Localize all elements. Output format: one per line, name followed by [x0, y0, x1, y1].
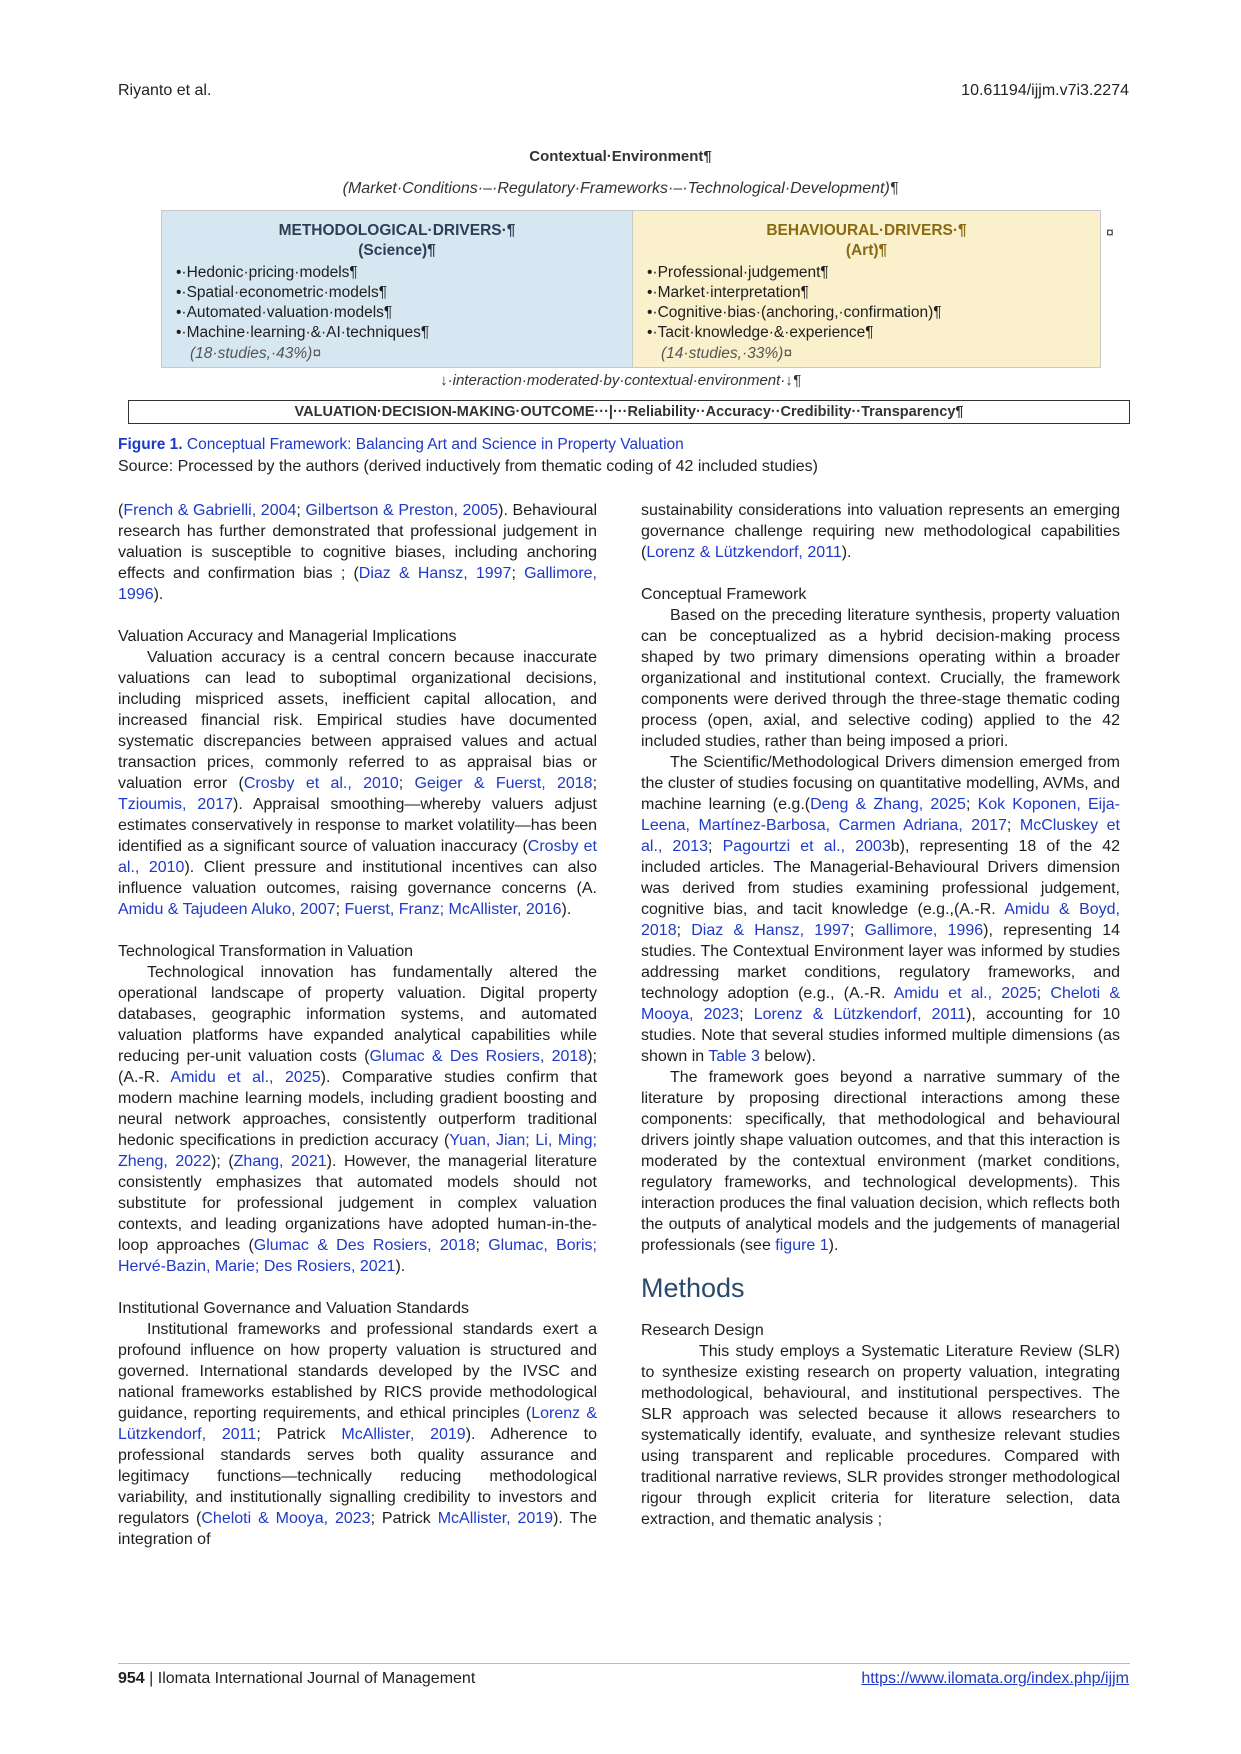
section-heading-methods: Methods [641, 1273, 745, 1303]
text-run: This study employs a Systematic Literature Review (SLR) to synthesize existing research on property valuation, integrating methodological, behavioural, and institutional perspectives. The SLR approach was selected because it allows researchers to systematically identify, evaluate, and synthesize relevant studies using transparent and replicable procedures. Compared with traditional narrative reviews, SLR provides stronger methodological rigour through explicit criteria for literature selection, data extraction, and thematic analysis ; [641, 1343, 1120, 1528]
text-run: ; Patrick [370, 1510, 438, 1527]
list-item: •·Cognitive·bias·(anchoring,·confirmation)¶ [647, 304, 942, 321]
list-item: •·Market·interpretation¶ [647, 284, 809, 301]
paragraph [641, 500, 1120, 563]
paragraph [641, 1067, 1120, 1256]
citation-link[interactable]: McAllister, 2019 [341, 1426, 466, 1443]
list-item: •·Spatial·econometric·models¶ [176, 284, 388, 301]
text-run: ). [153, 586, 164, 603]
citation-link[interactable]: Table 3 [708, 1048, 760, 1065]
text-run: ). However, the managerial literature consistently emphasizes that automated models should not substitute for professional judgement in complex valuation contexts, and leading organizations have adopted human-in-the-loop approaches ( [118, 1153, 598, 1254]
citation-link[interactable]: Lorenz & Lützkendorf, 2011 [118, 1405, 597, 1443]
table-cell-mark: ¤ [1106, 224, 1114, 240]
text-run: ), accounting for 10 studies. Note that several studies informed multiple dimensions (as shown in [641, 1006, 1121, 1065]
text-run: ; [335, 901, 345, 918]
text-run: The framework goes beyond a narrative summary of the literature by proposing directional interactions among these components: specifically, that methodological and behavioural drivers jointly shape valuation outcomes, and that this interaction is moderated by the contextual environment (market conditions, regulatory frameworks, and technological developments). This interaction produces the final valuation decision, which reflects both the outputs of analytical models and the judgements of managerial professionals (see [641, 1069, 1120, 1254]
running-header-authors: Riyanto et al. [118, 82, 212, 99]
paragraph [118, 1319, 597, 1550]
text-run: ; [511, 565, 525, 582]
journal-name: Ilomata International Journal of Management [157, 1670, 476, 1687]
text-run: b), representing 18 of the 42 included articles. The Managerial-Behavioural Drivers dimension was derived from studies examining professional judgement, cognitive bias, and tacit knowledge (e.g.,(A.-R. [641, 838, 1120, 918]
citation-link[interactable]: Lorenz & Lützkendorf, 2011 [753, 1006, 967, 1023]
text-run: ). Client pressure and institutional incentives can also influence valuation outcomes, raising governance concerns (A. [118, 859, 597, 897]
text-run: ; [475, 1237, 489, 1254]
text-run: ); (A.-R. [118, 1048, 597, 1086]
citation-link[interactable]: Lorenz & Lützkendorf, 2011 [646, 544, 842, 561]
text-run: ; [676, 922, 692, 939]
citation-link[interactable]: Amidu et al., 2025 [893, 985, 1037, 1002]
citation-link[interactable]: Tzioumis, 2017 [118, 796, 234, 813]
journal-url-link[interactable]: https://www.ilomata.org/index.php/ijjm [861, 1670, 1129, 1687]
behavioural-subheading: (Art)¶ [845, 242, 888, 259]
footer-separator: | [144, 1670, 158, 1687]
list-item: •·Machine·learning·&·AI·techniques¶ [176, 324, 430, 341]
paragraph [641, 605, 1120, 752]
subsection-heading: Conceptual Framework [641, 586, 807, 603]
list-item: •·Automated·valuation·models¶ [176, 304, 393, 321]
paragraph [641, 752, 1120, 1067]
subsection-heading: Valuation Accuracy and Managerial Implications [118, 628, 457, 645]
text-run: ). [561, 901, 572, 918]
figure-caption-label: Figure 1. [118, 436, 183, 453]
figure-caption-text: Conceptual Framework: Balancing Art and Science in Property Valuation [182, 436, 684, 453]
text-run: sustainability considerations into valuation represents an emerging governance challenge requiring new methodological capabilities ( [641, 502, 1120, 561]
text-run: ; [739, 1006, 754, 1023]
citation-link[interactable]: Glumac, Boris; Hervé-Bazin, Marie; Des Rosiers, 2021 [118, 1237, 597, 1275]
behavioural-count: (14·studies,·33%)¤ [661, 345, 792, 362]
paragraph [118, 962, 597, 1277]
citation-link[interactable]: French & Gabrielli, 2004 [123, 502, 297, 519]
methodological-heading: METHODOLOGICAL·DRIVERS·¶ [278, 222, 516, 239]
paragraph [118, 500, 597, 605]
citation-link[interactable]: figure 1 [775, 1237, 829, 1254]
methodological-subheading: (Science)¶ [358, 242, 436, 259]
right-column [641, 500, 1120, 1530]
text-run: ; [592, 775, 598, 792]
text-run: ; [296, 502, 306, 519]
methodological-list [162, 263, 632, 343]
text-run: ; Patrick [256, 1426, 342, 1443]
paragraph [118, 647, 597, 920]
citation-link[interactable]: Cheloti & Mooya, 2023 [641, 985, 1121, 1023]
figure-context-title: Contextual·Environment¶ [529, 148, 712, 165]
subsection-heading: Research Design [641, 1322, 764, 1339]
citation-link[interactable]: Cheloti & Mooya, 2023 [201, 1510, 371, 1527]
behavioural-heading: BEHAVIOURAL·DRIVERS·¶ [766, 222, 967, 239]
text-run: ), representing 14 studies. The Contextual Environment layer was informed by studies addressing market conditions, regulatory frameworks, and technology adoption (e.g., (A.-R. [641, 922, 1121, 1002]
text-run: Technological innovation has fundamentally altered the operational landscape of property valuation. Digital property databases, geographic information systems, and automated valuation platforms have expanded analytical capabilities while reducing per-unit valuation costs ( [118, 964, 597, 1065]
behavioural-drivers-box [632, 210, 1101, 368]
methodological-drivers-box [161, 210, 633, 368]
methodological-count: (18·studies,·43%)¤ [190, 345, 321, 362]
text-run: ; [1006, 817, 1020, 834]
citation-link[interactable]: Diaz & Hansz, 1997 [358, 565, 512, 582]
citation-link[interactable]: Amidu & Boyd, 2018 [641, 901, 1120, 939]
citation-link[interactable]: Gilbertson & Preston, 2005 [305, 502, 499, 519]
citation-link[interactable]: Crosby et al., 2010 [243, 775, 399, 792]
citation-link[interactable]: Crosby et al., 2010 [118, 838, 597, 876]
citation-link[interactable]: Fuerst, Franz; McAllister, 2016 [344, 901, 562, 918]
citation-link[interactable]: Kok Koponen, Eija-Leena, Martínez-Barbosa, Carmen Adriana, 2017 [641, 796, 1120, 834]
text-run: ). The integration of [118, 1510, 598, 1548]
text-run: ). Adherence to professional standards serves both quality assurance and legitimacy functions—technically reducing methodological variability, and institutionally signalling credibility to investors and regulators ( [118, 1426, 598, 1527]
subsection-heading: Institutional Governance and Valuation Standards [118, 1300, 470, 1317]
citation-link[interactable]: Gallimore, 1996 [864, 922, 984, 939]
citation-link[interactable]: Gallimore, 1996 [118, 565, 597, 603]
citation-link[interactable]: Zhang, 2021 [233, 1153, 327, 1170]
list-item: •·Tacit·knowledge·&·experience¶ [647, 324, 874, 341]
text-run: Based on the preceding literature synthesis, property valuation can be conceptualized as a hybrid decision-making process shaped by two primary dimensions operating within a broader organizational and institutional context. Crucially, the framework components were derived through the three-stage thematic coding process (open, axial, and selective coding) applied to the 42 included studies, rather than being imposed a priori. [641, 607, 1120, 750]
paragraph [641, 1341, 1120, 1530]
text-run: ; [1036, 985, 1051, 1002]
citation-link[interactable]: Amidu et al., 2025 [170, 1069, 321, 1086]
list-item: •·Hedonic·pricing·models¶ [176, 264, 358, 281]
text-run: ( [118, 502, 124, 519]
figure-context-subtitle: (Market·Conditions·–·Regulatory·Frameworks·–·Technological·Development)¶ [342, 180, 899, 197]
text-run: ). Comparative studies confirm that modern machine learning models, including gradient boosting and neural network approaches, consistently outperform traditional hedonic specifications in prediction accuracy ( [118, 1069, 598, 1149]
list-item: •·Professional·judgement¶ [647, 264, 829, 281]
text-run: ). [828, 1237, 839, 1254]
text-run: ; [849, 922, 865, 939]
interaction-note: ↓·interaction·moderated·by·contextual·environment·↓¶ [440, 372, 801, 389]
footer-divider [118, 1663, 1130, 1664]
citation-link[interactable]: Glumac & Des Rosiers, 2018 [369, 1048, 588, 1065]
page-number: 954 [118, 1670, 145, 1687]
text-run: The Scientific/Methodological Drivers dimension emerged from the cluster of studies focusing on quantitative modelling, AVMs, and machine learning (e.g.( [641, 754, 1120, 813]
text-run: ). Behavioural research has further demonstrated that professional judgement in valuation is susceptible to cognitive biases, including anchoring effects and confirmation bias ; ( [118, 502, 598, 582]
footer-journal [118, 1670, 475, 1688]
running-header-doi: 10.61194/ijjm.v7i3.2274 [961, 82, 1129, 99]
citation-link[interactable]: Pagourtzi et al., 2003 [722, 838, 891, 855]
citation-link[interactable]: Deng & Zhang, 2025 [810, 796, 966, 813]
text-run: ; [965, 796, 978, 813]
text-run: Valuation accuracy is a central concern because inaccurate valuations can lead to suboptimal organizational decisions, including mispriced assets, inefficient capital allocation, and increased financial risk. Empirical studies have documented systematic discrepancies between appraised values and actual transaction prices, commonly referred to as appraisal bias or valuation error ( [118, 649, 597, 792]
outcome-bar: VALUATION·DECISION-MAKING·OUTCOME···|···Reliability··Accuracy··Credibility··Transparency¶ [128, 400, 1130, 424]
text-run: below). [759, 1048, 816, 1065]
text-run: ; [398, 775, 415, 792]
behavioural-list [633, 263, 1100, 343]
citation-link[interactable]: Yuan, Jian; Li, Ming; Zheng, 2022 [118, 1132, 598, 1170]
text-run: ; [708, 838, 723, 855]
text-run: ). [841, 544, 852, 561]
text-run: ); ( [210, 1153, 234, 1170]
subsection-heading: Technological Transformation in Valuation [118, 943, 413, 960]
citation-link[interactable]: McCluskey et al., 2013 [641, 817, 1121, 855]
citation-link[interactable]: Geiger & Fuerst, 2018 [414, 775, 593, 792]
figure-caption [118, 436, 684, 454]
citation-link[interactable]: Diaz & Hansz, 1997 [691, 922, 850, 939]
figure-source: Source: Processed by the authors (derived inductively from thematic coding of 42 included studies) [118, 458, 818, 475]
text-run: ). [395, 1258, 406, 1275]
citation-link[interactable]: Amidu & Tajudeen Aluko, 2007 [118, 901, 336, 918]
text-run: ). Appraisal smoothing—whereby valuers adjust estimates conservatively in response to market volatility—has been identified as a significant source of valuation inaccuracy ( [118, 796, 597, 855]
text-run: Institutional frameworks and professional standards exert a profound influence on how property valuation is structured and governed. International standards developed by the IVSC and national frameworks established by RICS provide methodological guidance, reporting requirements, and ethical principles ( [118, 1321, 597, 1422]
citation-link[interactable]: McAllister, 2019 [437, 1510, 554, 1527]
citation-link[interactable]: Glumac & Des Rosiers, 2018 [253, 1237, 476, 1254]
left-column [118, 500, 597, 1550]
